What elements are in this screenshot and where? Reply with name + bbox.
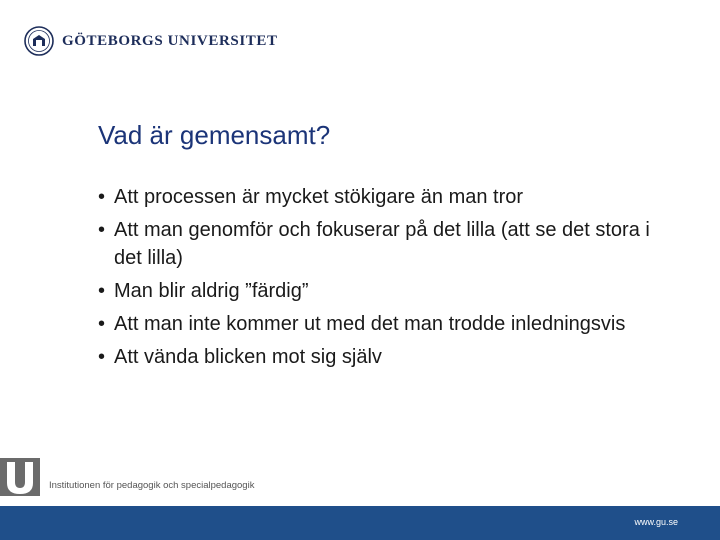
footer-url: www.gu.se <box>634 517 678 527</box>
bullet-dot: • <box>98 280 106 302</box>
bullet-item <box>98 216 658 272</box>
department-name: Institutionen för pedagogik och specialpedagogik <box>49 480 255 491</box>
university-seal-icon <box>24 26 54 56</box>
bullet-text: Man blir aldrig ”färdig” <box>114 280 309 302</box>
bullet-text: Att processen är mycket stökigare än man tror <box>114 186 524 208</box>
bullet-item <box>98 183 658 211</box>
footer-bar <box>0 506 720 540</box>
university-logo <box>24 24 278 58</box>
bullet-dot: • <box>98 219 106 241</box>
bullet-dot: • <box>98 186 106 208</box>
bullet-dot: • <box>98 313 106 335</box>
bullet-text: Att vända blicken mot sig själv <box>114 346 382 368</box>
bullet-text: Att man genomför och fokuserar på det lilla (att se det stora i det lilla) <box>114 219 650 269</box>
bullet-dot: • <box>98 346 106 368</box>
bullet-item <box>98 277 658 305</box>
slide-title: Vad är gemensamt? <box>98 120 331 150</box>
department-u-logo-icon <box>0 458 40 496</box>
bullet-text: Att man inte kommer ut med det man trodde inledningsvis <box>114 313 626 335</box>
department-logo <box>0 458 254 496</box>
bullet-item <box>98 310 658 338</box>
bullet-list <box>98 183 658 376</box>
bullet-item <box>98 343 658 371</box>
university-name: GÖTEBORGS UNIVERSITET <box>62 32 278 49</box>
